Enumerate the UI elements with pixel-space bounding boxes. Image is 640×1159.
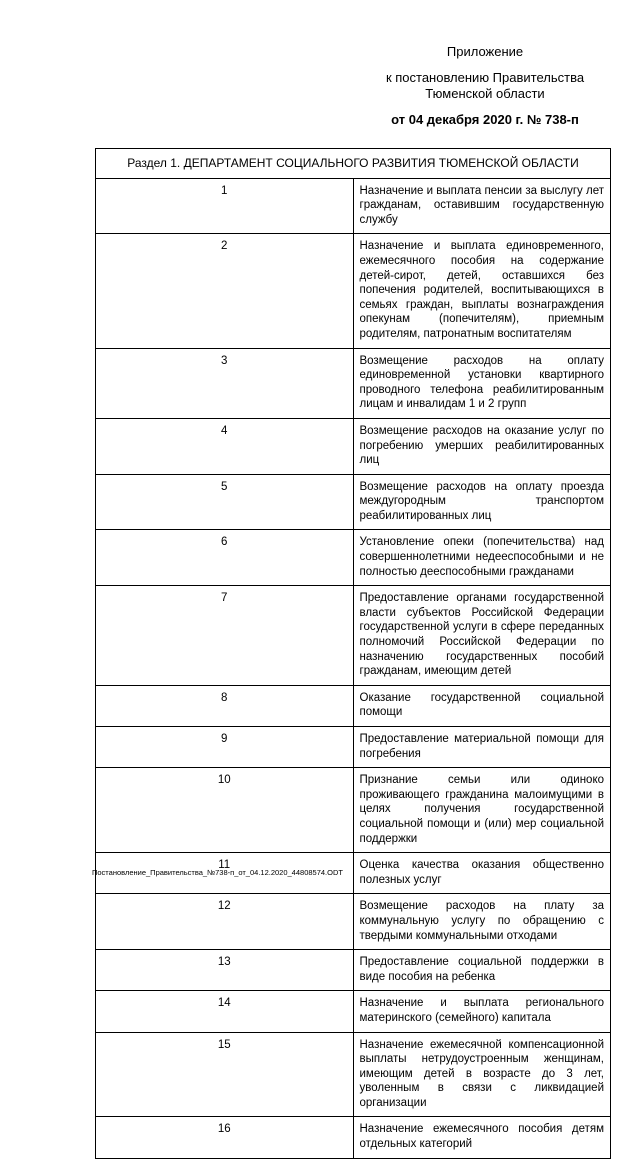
row-text: Назначение и выплата единовременного, ежемесячного пособия на содержание детей-сирот, детей, оставшихся без попечения родителей, воспитывающихся в семьях граждан, выплаты вознаграждения опекунам (попечителям), приемным родителям, патронатным воспитателям [353,234,611,348]
table-row [96,727,611,768]
row-text: Признание семьи или одиноко проживающего гражданина малоимущими в целях получения государственной социальной помощи и (или) мер социальной поддержки [353,768,611,853]
row-number: 12 [96,894,354,950]
row-number: 3 [96,348,354,418]
table-row [96,950,611,991]
table-row [96,178,611,234]
table-row [96,586,611,686]
row-number: 14 [96,991,354,1032]
appendix-title: Приложение [446,44,524,59]
table-row [96,530,611,586]
section-title: Раздел 1. ДЕПАРТАМЕНТ СОЦИАЛЬНОГО РАЗВИТИЯ ТЮМЕНСКОЙ ОБЛАСТИ [96,149,611,179]
row-text: Предоставление материальной помощи для погребения [353,727,611,768]
row-text: Установление опеки (попечительства) над совершеннолетними недееспособными и не полностью дееспособными гражданами [353,530,611,586]
resolution-reference-line1: к постановлению Правительства [385,70,585,85]
document-file-path: Постановление_Правительства_№738-п_от_04.12.2020_44808574.ODT [92,868,343,877]
row-number: 10 [96,768,354,853]
row-number: 15 [96,1032,354,1117]
row-text: Возмещение расходов на оказание услуг по погребению умерших реабилитированных лиц [353,418,611,474]
row-text: Оценка качества оказания общественно полезных услуг [353,853,611,894]
row-number: 8 [96,685,354,726]
row-text: Назначение ежемесячного пособия детям отдельных категорий [353,1117,611,1158]
services-table [95,148,611,1159]
table-row [96,685,611,726]
row-text: Оказание государственной социальной помощи [353,685,611,726]
row-text: Возмещение расходов на плату за коммунальную услугу по обращению с твердыми коммунальными отходами [353,894,611,950]
row-number: 6 [96,530,354,586]
row-number: 1 [96,178,354,234]
row-number: 9 [96,727,354,768]
row-text: Предоставление органами государственной власти субъектов Российской Федерации государственной услуги в сфере переданных полномочий Российской Федерации по назначению государственных пособий гражданам, имеющим детей [353,586,611,686]
table-row [96,474,611,530]
row-number: 13 [96,950,354,991]
table-row [96,234,611,348]
row-text: Назначение ежемесячной компенсационной выплаты нетрудоустроенным женщинам, имеющим детей в возрасте до 3 лет, уволенным в связи с ликвидацией организации [353,1032,611,1117]
table-row [96,894,611,950]
table-row [96,1117,611,1158]
row-number: 2 [96,234,354,348]
row-text: Предоставление социальной поддержки в виде пособия на ребенка [353,950,611,991]
table-row [96,418,611,474]
table-row [96,768,611,853]
section-row [96,149,611,179]
row-number: 5 [96,474,354,530]
row-text: Назначение и выплата пенсии за выслугу лет гражданам, оставившим государственную службу [353,178,611,234]
resolution-reference-line2: Тюменской области [425,86,545,101]
row-number: 16 [96,1117,354,1158]
resolution-date-number: от 04 декабря 2020 г. № 738-п [391,112,579,127]
row-text: Возмещение расходов на оплату проезда междугородным транспортом реабилитированных лиц [353,474,611,530]
row-number: 11 [96,853,354,894]
table-row [96,348,611,418]
row-number: 4 [96,418,354,474]
table-row [96,1032,611,1117]
document-header [340,44,630,128]
table-row [96,991,611,1032]
row-text: Возмещение расходов на оплату единовременной установки квартирного проводного телефона реабилитированным лицам и инвалидам 1 и 2 групп [353,348,611,418]
row-text: Назначение и выплата регионального материнского (семейного) капитала [353,991,611,1032]
row-number: 7 [96,586,354,686]
